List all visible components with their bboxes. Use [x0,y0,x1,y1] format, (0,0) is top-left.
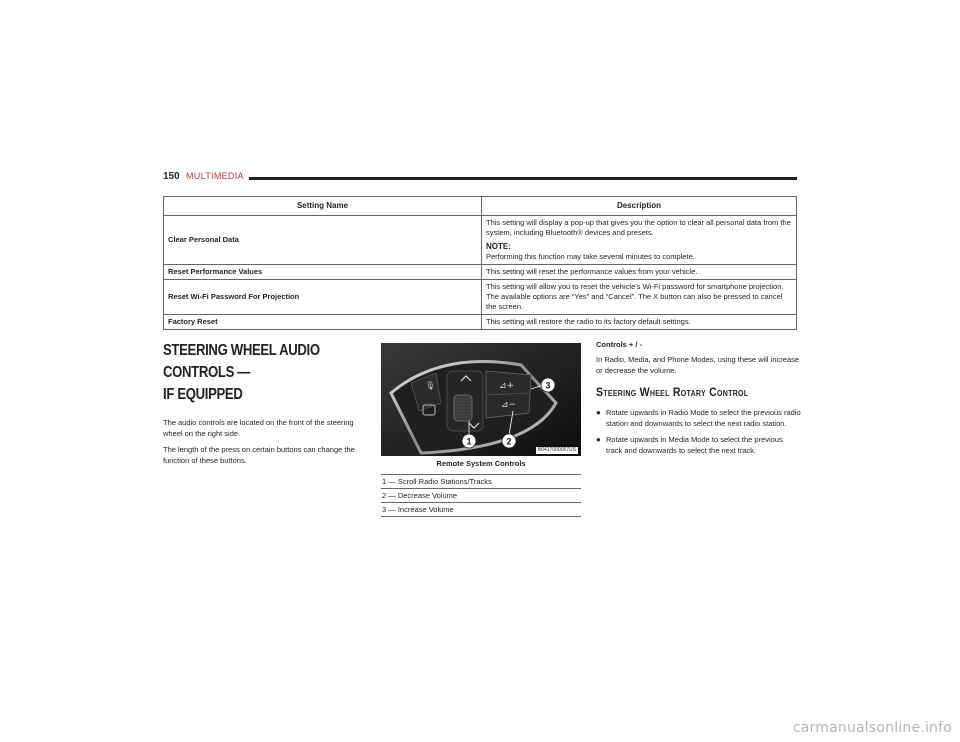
controls-paragraph: In Radio, Media, and Phone Modes, using these will increase or decrease the volume. [596,355,800,375]
column-header-setting-name: Setting Name [164,197,482,216]
watermark: carmanualsonline.info [792,720,952,736]
legend-row [381,475,581,489]
table-row [164,265,797,280]
figure-caption: Remote System Controls [436,459,526,468]
note-text: Performing this function may take several minutes to complete. [486,252,695,261]
image-code: B0417000057US [537,447,576,453]
figure-remote-controls [381,343,581,468]
legend-row [381,489,581,503]
bullet-icon: ● [596,435,601,444]
page-number: 150 [163,171,180,182]
table-row [164,315,797,330]
legend-item: 2 — Decrease Volume [381,489,581,503]
table-header-row [164,197,797,216]
setting-name-cell: Reset Performance Values [164,265,482,280]
section-title [163,340,360,406]
callout-2-label: 2 [506,436,512,447]
setting-description-cell: This setting will reset the performance values from your vehicle. [482,265,797,280]
legend-item: 3 — Increase Volume [381,503,581,517]
setting-description-cell [482,216,797,265]
svg-text:🎙: 🎙 [425,381,436,390]
column-header-description: Description [482,197,797,216]
header-rule [249,177,797,180]
settings-table [163,196,797,330]
setting-name-cell: Clear Personal Data [164,216,482,265]
svg-text:⊿−: ⊿− [501,400,517,410]
setting-description-cell: This setting will allow you to reset the vehicle’s Wi-Fi password for smartphone projection. The available options are “Yes” and “Cancel”. The X button can also be pressed to cancel the screen. [482,280,797,315]
description-text: This setting will display a pop-up that gives you the option to clear all personal data from the system, including Bluetooth® devices and presets. [486,218,791,237]
press-length-paragraph: The length of the press on certain buttons can change the function of these buttons. [163,445,355,465]
svg-text:⊿+: ⊿+ [499,381,515,391]
section-title-line-2: IF EQUIPPED [163,386,243,403]
note-label: NOTE: [486,242,511,251]
list-item [596,435,801,456]
section-title-line-1: STEERING WHEEL AUDIO CONTROLS — [163,342,320,381]
figure-legend [381,474,581,517]
setting-name-cell: Reset Wi-Fi Password For Projection [164,280,482,315]
callout-3-label: 3 [545,380,551,391]
left-column [163,340,363,472]
intro-paragraph: The audio controls are located on the front of the steering wheel on the right side. [163,418,354,438]
page-header [163,171,797,187]
right-column [596,340,801,462]
steering-wheel-illustration [381,343,581,456]
bullet-text: Rotate upwards in Media Mode to select the previous track and downwards to select the next track. [606,435,783,455]
rotary-bullet-list [596,408,801,456]
legend-item: 1 — Scroll Radio Stations/Tracks [381,475,581,489]
rotary-control-title: Steering Wheel Rotary Control [596,385,749,399]
setting-name-cell: Factory Reset [164,315,482,330]
table-row [164,216,797,265]
list-item [596,408,801,429]
steering-wheel-photo [381,343,581,456]
controls-subhead: Controls + / - [596,340,643,349]
legend-row [381,503,581,517]
table-row [164,280,797,315]
callout-1-label: 1 [466,436,472,447]
section-name: MULTIMEDIA [186,171,244,181]
bullet-text: Rotate upwards in Radio Mode to select the previous radio station and downwards to select the next radio station. [606,408,801,428]
bullet-icon: ● [596,408,601,417]
setting-description-cell: This setting will restore the radio to its factory default settings. [482,315,797,330]
